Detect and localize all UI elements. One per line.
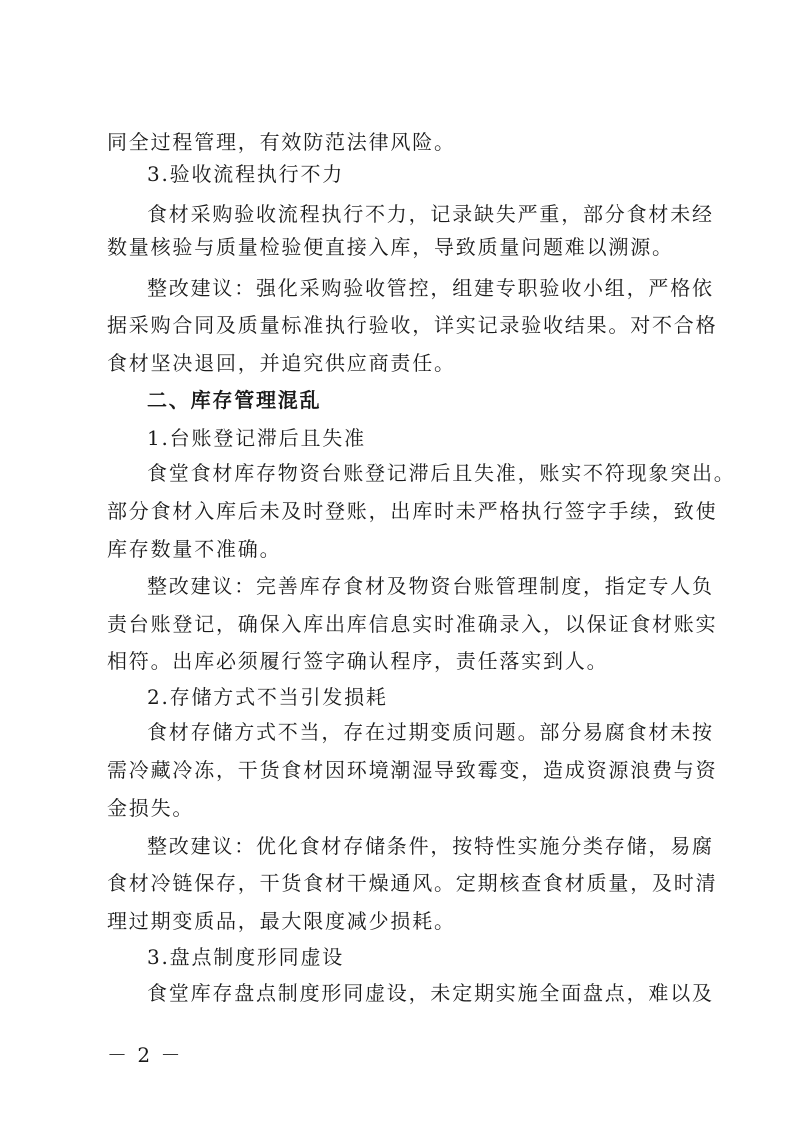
body-text-line: 相符。出库必须履行签字确认程序，责任落实到人。	[107, 649, 609, 673]
subsection-heading: 2.存储方式不当引发损耗	[147, 685, 388, 709]
body-text-line: 数量核验与质量检验便直接入库，导致质量问题难以溯源。	[107, 235, 674, 259]
body-text-line: 需冷藏冷冻，干货食材因环境潮湿导致霉变，造成资源浪费与资	[107, 758, 718, 782]
body-text-line: 整改建议：优化食材存储条件，按特性实施分类存储，易腐	[147, 834, 714, 858]
body-text-line: 整改建议：完善库存食材及物资台账管理制度，指定专人负	[147, 574, 714, 598]
section-heading: 二、库存管理混乱	[147, 388, 322, 412]
body-text-line: 食材采购验收流程执行不力，记录缺失严重，部分食材未经	[147, 202, 714, 226]
body-text-line: 食材冷链保存，干货食材干燥通风。定期核查食材质量，及时清	[107, 871, 718, 895]
body-text-line: 食堂食材库存物资台账登记滞后且失准，账实不符现象突出。	[147, 461, 736, 485]
body-text-line: 食材坚决退回，并追究供应商责任。	[107, 351, 456, 375]
subsection-heading: 3.盘点制度形同虚设	[147, 945, 345, 969]
body-text-line: 责台账登记，确保入库出库信息实时准确录入，以保证食材账实	[107, 612, 718, 636]
body-text-line: 金损失。	[107, 796, 195, 820]
body-text-line: 部分食材入库后未及时登账，出库时未严格执行签字手续，致使	[107, 499, 718, 523]
subsection-heading: 1.台账登记滞后且失准	[147, 426, 366, 450]
body-text-line: 理过期变质品，最大限度减少损耗。	[107, 909, 456, 933]
body-text-line: 同全过程管理，有效防范法律风险。	[107, 130, 456, 154]
subsection-heading: 3.验收流程执行不力	[147, 162, 345, 186]
body-text-line: 食材存储方式不当，存在过期变质问题。部分易腐食材未按	[147, 720, 714, 744]
body-text-line: 整改建议：强化采购验收管控，组建专职验收小组，严格依	[147, 276, 714, 300]
body-text-line: 据采购合同及质量标准执行验收，详实记录验收结果。对不合格	[107, 313, 718, 337]
body-text-line: 库存数量不准确。	[107, 537, 282, 561]
page-number: － 2 －	[107, 1043, 183, 1067]
body-text-line: 食堂库存盘点制度形同虚设，未定期实施全面盘点，难以及	[147, 981, 714, 1005]
